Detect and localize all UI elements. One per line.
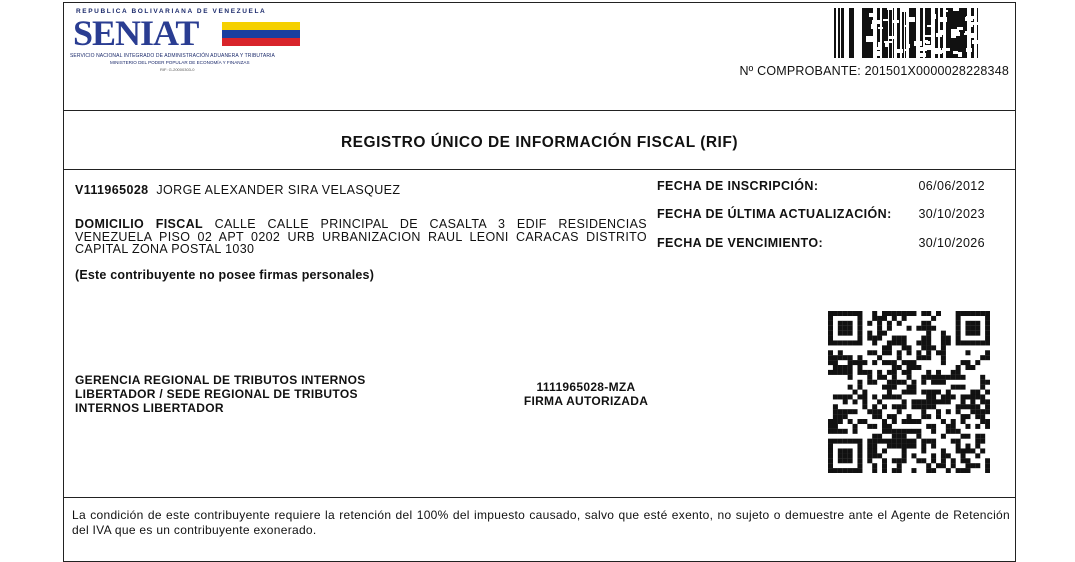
logo-subtitle: SERVICIO NACIONAL INTEGRADO DE ADMINISTRACIÓN ADUANERA Y TRIBUTARIA	[70, 53, 275, 59]
comprobante-number: Nº COMPROBANTE: 201501X0000028228348	[739, 64, 1009, 78]
domicilio-fiscal	[75, 218, 647, 256]
office-line-1: GERENCIA REGIONAL DE TRIBUTOS INTERNOS	[75, 373, 366, 387]
inscripcion-label: FECHA DE INSCRIPCIÓN:	[657, 179, 819, 193]
retention-notice: La condición de este contribuyente requiere la retención del 100% del impuesto causado, salvo que esté exento, no sujeto o demuestre ante el Agente de Retención del IVA que es un contribuyente exonerado.	[72, 508, 1010, 537]
firma-code: 1111965028-MZA	[536, 380, 636, 394]
firma-block	[505, 380, 667, 408]
taxpayer-rif: V111965028	[75, 183, 149, 197]
barcode-icon	[834, 8, 978, 58]
venezuela-flag-icon	[222, 22, 300, 46]
domicilio-label: DOMICILIO FISCAL	[75, 217, 203, 231]
office-line-3: INTERNOS LIBERTADOR	[75, 401, 224, 415]
office-block	[75, 373, 366, 415]
taxpayer-line	[75, 183, 400, 197]
actualizacion-date: 30/10/2023	[918, 207, 985, 221]
firma-label: FIRMA AUTORIZADA	[523, 394, 649, 408]
title-divider	[63, 169, 1016, 170]
logo-rif: RIF: G-20000303-0	[160, 67, 195, 72]
footer-divider	[63, 497, 1016, 498]
taxpayer-name: JORGE ALEXANDER SIRA VELASQUEZ	[156, 183, 401, 197]
logo-ministry: MINISTERIO DEL PODER POPULAR DE ECONOMÍA Y FINANZAS	[110, 60, 250, 65]
header-divider	[63, 110, 1016, 111]
document-title: REGISTRO ÚNICO DE INFORMACIÓN FISCAL (RIF)	[340, 134, 738, 151]
seniat-logo	[70, 8, 310, 74]
firmas-note: (Este contribuyente no posee firmas personales)	[75, 268, 375, 282]
vencimiento-date: 30/10/2026	[918, 236, 985, 250]
logo-brand: SENIAT	[73, 13, 199, 53]
actualizacion-label: FECHA DE ÚLTIMA ACTUALIZACIÓN:	[657, 207, 892, 221]
document-frame	[63, 2, 1016, 562]
qr-code-icon	[828, 311, 990, 473]
inscripcion-date: 06/06/2012	[918, 179, 985, 193]
logo-country: REPUBLICA BOLIVARIANA DE VENEZUELA	[76, 8, 267, 15]
domicilio-address: CALLE CALLE PRINCIPAL DE CASALTA 3 EDIF RESIDENCIAS VENEZUELA PISO 02 APT 0202 URB URBANIZACION RAUL LEONI CARACAS DISTRITO CAPITAL ZONA POSTAL 1030	[75, 217, 647, 256]
vencimiento-label: FECHA DE VENCIMIENTO:	[657, 236, 824, 250]
office-line-2: LIBERTADOR / SEDE REGIONAL DE TRIBUTOS	[75, 387, 358, 401]
